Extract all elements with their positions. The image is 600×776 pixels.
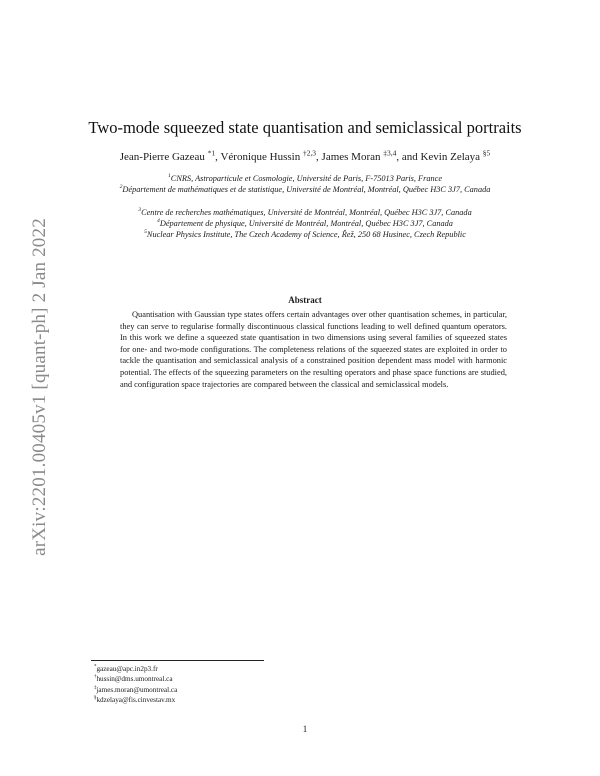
affiliation-text: CNRS, Astroparticule et Cosmologie, Université de Paris, F-75013 Paris, France: [170, 174, 443, 183]
footnote-email: hussin@dms.umontreal.ca: [96, 675, 173, 684]
footnotes: [94, 664, 354, 706]
footnote-email: kdzelaya@fis.cinvestav.mx: [96, 696, 176, 705]
footnote-mark: *: [94, 664, 97, 670]
footnote-item: [94, 685, 354, 695]
affiliation-mark: 3: [138, 207, 142, 214]
footnote-item: [94, 664, 354, 674]
affiliation: [70, 173, 540, 184]
affiliation-text: Nuclear Physics Institute, The Czech Academy of Science, Řež, 250 68 Husinec, Czech Republic: [146, 230, 466, 239]
affiliation: [70, 218, 540, 229]
affiliation: [70, 207, 540, 218]
abstract-heading: Abstract: [288, 295, 322, 305]
affiliation-text: Département de mathématiques et de statistique, Université de Montréal, Montréal, Québec H3C 3J7, Canada: [122, 185, 491, 194]
affiliation-mark: 1: [167, 173, 171, 180]
affiliation: [70, 184, 540, 195]
author-separator: ,: [316, 151, 322, 163]
footnote-mark: †: [94, 675, 97, 681]
page-number: 1: [302, 724, 308, 734]
author-mark: *1: [207, 148, 216, 158]
footnote-mark: ‡: [94, 685, 97, 691]
author-name: Kevin Zelaya: [420, 151, 481, 163]
footnote-item: [94, 695, 354, 705]
author-list: [60, 148, 550, 163]
affiliation-mark: 4: [157, 218, 160, 225]
paper-title: Two-mode squeezed state quantisation and semiclassical portraits: [88, 118, 522, 137]
affiliation-mark: 2: [119, 184, 123, 191]
footnote-mark: §: [94, 695, 97, 701]
footnote-email: james.moran@umontreal.ca: [96, 685, 178, 694]
author-separator: , and: [396, 151, 421, 163]
footnote-item: [94, 674, 354, 684]
author-name: Jean-Pierre Gazeau: [119, 151, 205, 163]
author-mark: ‡3,4: [383, 148, 397, 158]
footnote-divider: [91, 660, 264, 661]
author-mark: §5: [482, 148, 491, 158]
affiliation: [70, 229, 540, 240]
footnote-email: gazeau@apc.in2p3.fr: [96, 665, 158, 673]
author-name: James Moran: [321, 151, 381, 163]
author-separator: ,: [215, 151, 221, 163]
author-name: Véronique Hussin: [220, 151, 301, 163]
affiliation-text: Département de physique, Université de Montréal, Montréal, Québec H3C 3J7, Canada: [159, 219, 453, 228]
affiliation-text: Centre de recherches mathématiques, Université de Montréal, Montréal, Québec H3C 3J7, Canada: [141, 208, 472, 217]
abstract-text: Quantisation with Gaussian type states offers certain advantages over other quantisation schemes, in particular, they can serve to regularise formally discontinuous classical functions leading to well defined quantum operators. In this work we define a squeezed state quantisation in two dimensions using several families of squeezed states for one- and two-mode configurations. The completeness relations of the squeezed states are exploited in order to tackle the quantisation and semiclassical analysis of a constrained position dependent mass model with harmonic potential. The effects of the squeezing parameters on the resulting operators and phase space functions are studied, and configuration space trajectories are compared between the classical and semiclassical models.: [120, 310, 507, 389]
author-mark: †2,3: [302, 148, 317, 158]
arxiv-identifier: arXiv:2201.00405v1 [quant-ph] 2 Jan 2022: [29, 218, 50, 556]
affiliation-mark: 5: [144, 229, 147, 236]
